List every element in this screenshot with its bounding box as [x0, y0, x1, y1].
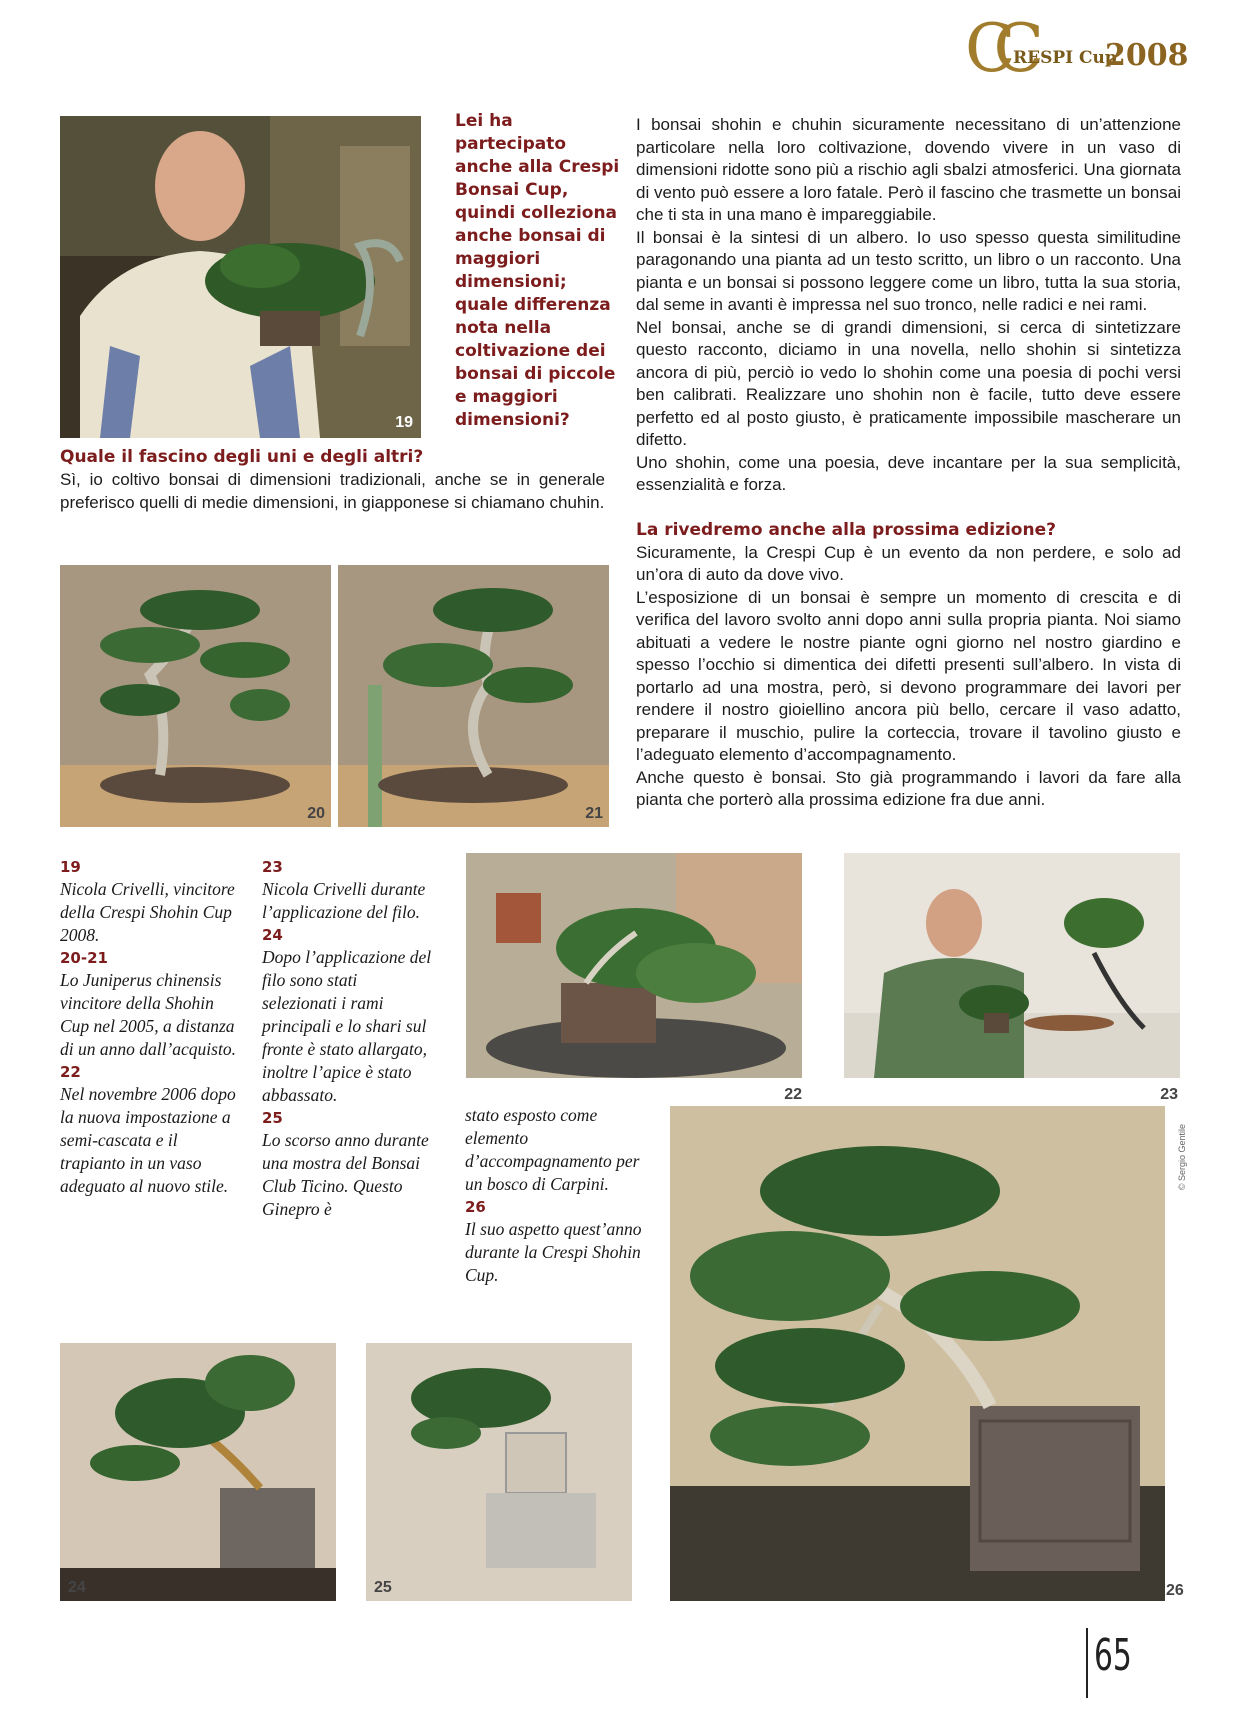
caption-number-26: 26 — [465, 1198, 486, 1216]
right-column-text — [636, 114, 1181, 812]
photo-credit: © Sergio Gentile — [1177, 1124, 1187, 1191]
left-interview-block — [60, 446, 605, 514]
captions-col-3 — [465, 1104, 645, 1287]
caption-number-25: 25 — [262, 1109, 283, 1127]
photo-19-portrait — [60, 116, 421, 438]
caption-25-part-2: stato esposto come elemento d’accompagnamento per un bosco di Carpini. — [465, 1105, 640, 1194]
side-question: Lei ha partecipato anche alla Crespi Bonsai Cup, quindi colleziona anche bonsai di maggiori dimensioni; quale differenza nota nella coltivazione dei bonsai di piccole e maggiori dimensioni? — [455, 111, 620, 430]
photo-23-styling — [844, 853, 1180, 1103]
paragraph: I bonsai shohin e chuhin sicuramente necessitano di un’attenzione particolare nella loro coltivazione, dovendo vivere in un vaso di dimensioni ridotte sono più a rischio agli sbalzi atmosferici. Una giornata di vento può essere a loro fatale. Però il fascino che trasmette un bonsai che ti sta in una mano è impareggiabile. — [636, 115, 1181, 224]
photo-21-juniper — [338, 565, 609, 827]
page-number: 65 — [1094, 1630, 1132, 1681]
caption-20-21: Lo Juniperus chinensis vincitore della Shohin Cup nel 2005, a distanza di un anno dall’acquisto. — [60, 970, 236, 1059]
photo-20-juniper — [60, 565, 331, 827]
caption-number-19: 19 — [60, 858, 81, 876]
logo-year: 2008 — [1105, 38, 1189, 73]
caption-number-20-21: 20-21 — [60, 949, 108, 967]
paragraph: Il bonsai è la sintesi di un albero. Io uso spesso questa similitudine paragonando una pianta ad un testo scritto, un libro o un racconto. Una pianta e un bonsai si possono leggere come un libro, tutta la sua storia, dal seme in avanti è impressa nel suo tronco, nelle radici e nei rami. — [636, 227, 1181, 314]
photo-number-22: 22 — [784, 1086, 802, 1103]
photo-number-23: 23 — [1160, 1086, 1178, 1103]
question-prossima-edizione: La rivedremo anche alla prossima edizione? — [636, 519, 1056, 540]
paragraph: Uno shohin, come una poesia, deve incantare per la sua semplicità, essenzialità e forza. — [636, 452, 1181, 494]
caption-25-part-1: Lo scorso anno durante una mostra del Bonsai Club Ticino. Questo Ginepro è — [262, 1130, 429, 1219]
logo-text: RESPI Cup — [1013, 48, 1117, 68]
photo-26-winning-juniper — [670, 1106, 1165, 1601]
caption-number-22: 22 — [60, 1063, 81, 1081]
paragraph: Nel bonsai, anche se di grandi dimensioni, si cerca di sintetizzare questo racconto, diciamo in una novella, nello shohin si sintetizza ancora di più, perciò io vedo lo shohin come una poesia di pochi versi ben calibrati. Realizzare uno shohin non è facile, tutto deve essere perfetto ed al posto giusto, è praticamente impossibile mascherare un difetto. — [636, 317, 1181, 449]
caption-number-23: 23 — [262, 858, 283, 876]
captions-col-1 — [60, 856, 240, 1198]
photo-number-25: 25 — [374, 1579, 392, 1596]
caption-22: Nel novembre 2006 dopo la nuova impostazione a semi-cascata e il trapianto in un vaso adeguato al nuovo stile. — [60, 1084, 236, 1196]
photo-25-exhibition — [366, 1343, 632, 1601]
caption-24: Dopo l’applicazione del filo sono stati selezionati i rami principali e lo shari sul fronte è stato allargato, inoltre l’apice è stato abbassato. — [262, 947, 432, 1105]
photo-number-20: 20 — [307, 805, 325, 822]
answer-fascino: Sì, io coltivo bonsai di dimensioni tradizionali, anche se in generale preferisco quelli di medie dimensioni, in giapponese si chiamano chuhin. — [60, 470, 605, 512]
paragraph: L’esposizione di un bonsai è sempre un momento di crescita e di verifica del lavoro svolto anni dopo anni sulla propria pianta. Noi siamo abituati a vedere le nostre piante ogni giorno nel nostro giardino e spesso l’occhio si dimentica dei difetti presenti sull’albero. In vista di portarlo ad una mostra, però, si devono programmare dei lavori per rendere il nostro gioiellino ancora più bello, cercare il vaso adatto, preparare il muschio, pulire la corteccia, trovare il tavolino giusto e l’adeguato elemento d’accompagnamento. — [636, 587, 1181, 764]
logo-cc-monogram: CC — [965, 10, 1022, 87]
paragraph: Anche questo è bonsai. Sto già programmando i lavori da fare alla pianta che porterò alla prossima edizione fra due anni. — [636, 767, 1181, 809]
photo-22-wiring — [466, 853, 802, 1103]
caption-26: Il suo aspetto quest’anno durante la Crespi Shohin Cup. — [465, 1219, 642, 1285]
crespi-cup-logo — [965, 10, 1189, 87]
photo-24-juniper — [60, 1343, 336, 1601]
caption-19: Nicola Crivelli, vincitore della Crespi Shohin Cup 2008. — [60, 879, 235, 945]
caption-23: Nicola Crivelli durante l’applicazione del filo. — [262, 879, 426, 922]
photo-number-19: 19 — [395, 414, 413, 431]
caption-number-24: 24 — [262, 926, 283, 944]
question-fascino: Quale il fascino degli uni e degli altri? — [60, 447, 424, 467]
photo-number-24: 24 — [68, 1579, 86, 1596]
folio-divider — [1086, 1628, 1088, 1698]
photo-number-26: 26 — [1166, 1582, 1184, 1599]
photo-number-21: 21 — [585, 805, 603, 822]
paragraph: Sicuramente, la Crespi Cup è un evento da non perdere, e solo ad un’ora di auto da dove vivo. — [636, 542, 1181, 584]
captions-col-2 — [262, 856, 432, 1221]
